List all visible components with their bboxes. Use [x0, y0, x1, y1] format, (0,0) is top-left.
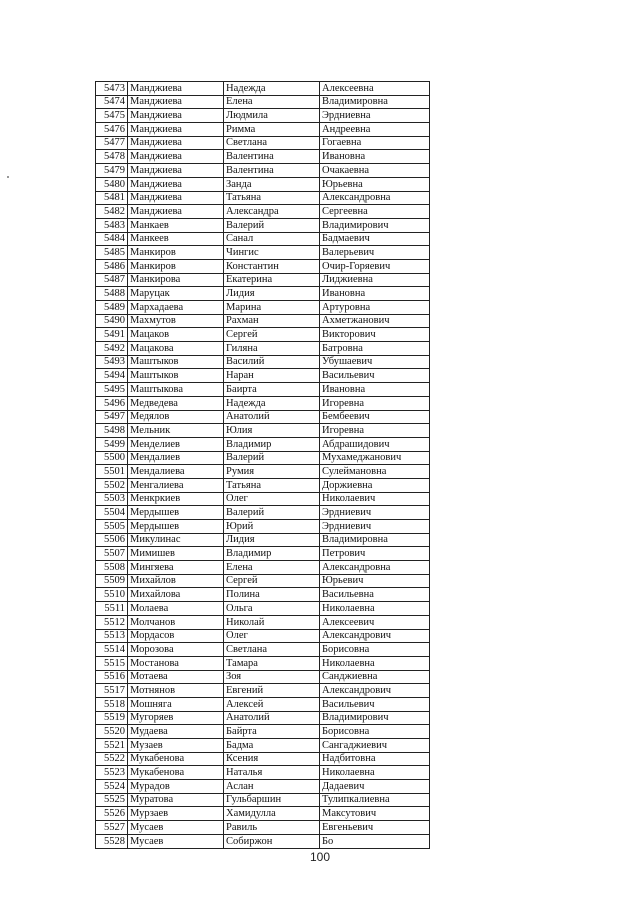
patronymic-cell: Петрович: [320, 547, 430, 561]
scan-speck: [7, 176, 9, 178]
first-name-cell: Чингис: [224, 246, 320, 260]
row-number-cell: 5528: [96, 834, 128, 848]
table-row: [96, 396, 430, 410]
surname-cell: Мендалиева: [128, 465, 224, 479]
first-name-cell: Лидия: [224, 533, 320, 547]
table-row: [96, 109, 430, 123]
row-number-cell: 5496: [96, 396, 128, 410]
table-row: [96, 492, 430, 506]
table-row: [96, 711, 430, 725]
table-row: [96, 656, 430, 670]
row-number-cell: 5490: [96, 314, 128, 328]
table-row: [96, 259, 430, 273]
register-table: [95, 81, 430, 849]
surname-cell: Маруцак: [128, 287, 224, 301]
surname-cell: Манджиева: [128, 150, 224, 164]
table-row: [96, 752, 430, 766]
row-number-cell: 5509: [96, 574, 128, 588]
table-row: [96, 191, 430, 205]
table-row: [96, 246, 430, 260]
row-number-cell: 5505: [96, 520, 128, 534]
patronymic-cell: Николаевна: [320, 602, 430, 616]
surname-cell: Мордасов: [128, 629, 224, 643]
first-name-cell: Василий: [224, 355, 320, 369]
table-row: [96, 834, 430, 848]
row-number-cell: 5475: [96, 109, 128, 123]
surname-cell: Михайлов: [128, 574, 224, 588]
first-name-cell: Валерий: [224, 506, 320, 520]
row-number-cell: 5473: [96, 82, 128, 96]
first-name-cell: Надежда: [224, 82, 320, 96]
patronymic-cell: Гогаевна: [320, 136, 430, 150]
first-name-cell: Хамидулла: [224, 807, 320, 821]
patronymic-cell: Викторович: [320, 328, 430, 342]
surname-cell: Мурзаев: [128, 807, 224, 821]
table-row: [96, 383, 430, 397]
first-name-cell: Светлана: [224, 643, 320, 657]
first-name-cell: Елена: [224, 95, 320, 109]
patronymic-cell: Валерьевич: [320, 246, 430, 260]
first-name-cell: Александра: [224, 205, 320, 219]
first-name-cell: Рахман: [224, 314, 320, 328]
surname-cell: Молчанов: [128, 615, 224, 629]
surname-cell: Мингяева: [128, 561, 224, 575]
surname-cell: Мердышев: [128, 506, 224, 520]
surname-cell: Менкркиев: [128, 492, 224, 506]
surname-cell: Мельник: [128, 424, 224, 438]
patronymic-cell: Владимировна: [320, 95, 430, 109]
table-row: [96, 588, 430, 602]
row-number-cell: 5494: [96, 369, 128, 383]
row-number-cell: 5498: [96, 424, 128, 438]
surname-cell: Манкиров: [128, 259, 224, 273]
surname-cell: Молаева: [128, 602, 224, 616]
surname-cell: Манджиева: [128, 205, 224, 219]
first-name-cell: Полина: [224, 588, 320, 602]
surname-cell: Микулинас: [128, 533, 224, 547]
row-number-cell: 5491: [96, 328, 128, 342]
surname-cell: Мостанова: [128, 656, 224, 670]
patronymic-cell: Борисовна: [320, 725, 430, 739]
surname-cell: Манджиева: [128, 109, 224, 123]
row-number-cell: 5518: [96, 697, 128, 711]
surname-cell: Манджиева: [128, 177, 224, 191]
table-row: [96, 205, 430, 219]
first-name-cell: Гульбаршин: [224, 793, 320, 807]
patronymic-cell: Бадмаевич: [320, 232, 430, 246]
first-name-cell: Владимир: [224, 547, 320, 561]
patronymic-cell: Эрдниевич: [320, 520, 430, 534]
patronymic-cell: Абдрашидович: [320, 437, 430, 451]
patronymic-cell: Ивановна: [320, 383, 430, 397]
first-name-cell: Румия: [224, 465, 320, 479]
row-number-cell: 5501: [96, 465, 128, 479]
table-row: [96, 561, 430, 575]
patronymic-cell: Артуровна: [320, 301, 430, 315]
row-number-cell: 5527: [96, 821, 128, 835]
surname-cell: Михайлова: [128, 588, 224, 602]
table-row: [96, 123, 430, 137]
patronymic-cell: Борисовна: [320, 643, 430, 657]
table-row: [96, 136, 430, 150]
first-name-cell: Ольга: [224, 602, 320, 616]
table-row: [96, 478, 430, 492]
table-row: [96, 697, 430, 711]
surname-cell: Манджиева: [128, 191, 224, 205]
surname-cell: Муратова: [128, 793, 224, 807]
row-number-cell: 5477: [96, 136, 128, 150]
row-number-cell: 5499: [96, 437, 128, 451]
surname-cell: Мурадов: [128, 780, 224, 794]
patronymic-cell: Николаевна: [320, 656, 430, 670]
first-name-cell: Лидия: [224, 287, 320, 301]
table-row: [96, 95, 430, 109]
row-number-cell: 5487: [96, 273, 128, 287]
surname-cell: Мудаева: [128, 725, 224, 739]
table-row: [96, 410, 430, 424]
row-number-cell: 5485: [96, 246, 128, 260]
patronymic-cell: Эрдниевна: [320, 109, 430, 123]
first-name-cell: Наран: [224, 369, 320, 383]
patronymic-cell: Надбитовна: [320, 752, 430, 766]
row-number-cell: 5495: [96, 383, 128, 397]
surname-cell: Мархадаева: [128, 301, 224, 315]
surname-cell: Маштыков: [128, 355, 224, 369]
first-name-cell: Олег: [224, 492, 320, 506]
patronymic-cell: Васильевна: [320, 588, 430, 602]
table-row: [96, 82, 430, 96]
register-table-body: [96, 82, 430, 849]
surname-cell: Мердышев: [128, 520, 224, 534]
row-number-cell: 5503: [96, 492, 128, 506]
row-number-cell: 5481: [96, 191, 128, 205]
first-name-cell: Валентина: [224, 164, 320, 178]
patronymic-cell: Ахметжанович: [320, 314, 430, 328]
first-name-cell: Анатолий: [224, 410, 320, 424]
row-number-cell: 5507: [96, 547, 128, 561]
table-row: [96, 821, 430, 835]
patronymic-cell: Александровна: [320, 561, 430, 575]
surname-cell: Мендалиев: [128, 451, 224, 465]
first-name-cell: Баирта: [224, 383, 320, 397]
row-number-cell: 5480: [96, 177, 128, 191]
patronymic-cell: Бембеевич: [320, 410, 430, 424]
first-name-cell: Сергей: [224, 328, 320, 342]
patronymic-cell: Андреевна: [320, 123, 430, 137]
first-name-cell: Тамара: [224, 656, 320, 670]
table-row: [96, 670, 430, 684]
first-name-cell: Зоя: [224, 670, 320, 684]
table-row: [96, 328, 430, 342]
patronymic-cell: Мухамеджанович: [320, 451, 430, 465]
surname-cell: Мимишев: [128, 547, 224, 561]
table-row: [96, 793, 430, 807]
patronymic-cell: Алексеевич: [320, 615, 430, 629]
surname-cell: Мусаев: [128, 834, 224, 848]
row-number-cell: 5479: [96, 164, 128, 178]
table-row: [96, 547, 430, 561]
surname-cell: Манкаев: [128, 218, 224, 232]
row-number-cell: 5484: [96, 232, 128, 246]
patronymic-cell: Владимирович: [320, 218, 430, 232]
first-name-cell: Елена: [224, 561, 320, 575]
first-name-cell: Юлия: [224, 424, 320, 438]
first-name-cell: Бадма: [224, 739, 320, 753]
table-row: [96, 533, 430, 547]
row-number-cell: 5504: [96, 506, 128, 520]
surname-cell: Мотнянов: [128, 684, 224, 698]
patronymic-cell: Батровна: [320, 342, 430, 356]
table-row: [96, 164, 430, 178]
register-table-container: [95, 81, 430, 849]
patronymic-cell: Санджиевна: [320, 670, 430, 684]
surname-cell: Мошняга: [128, 697, 224, 711]
surname-cell: Маштыкова: [128, 383, 224, 397]
table-row: [96, 520, 430, 534]
row-number-cell: 5492: [96, 342, 128, 356]
first-name-cell: Байрта: [224, 725, 320, 739]
row-number-cell: 5483: [96, 218, 128, 232]
patronymic-cell: Эрдниевич: [320, 506, 430, 520]
row-number-cell: 5510: [96, 588, 128, 602]
row-number-cell: 5521: [96, 739, 128, 753]
first-name-cell: Олег: [224, 629, 320, 643]
first-name-cell: Собиржон: [224, 834, 320, 848]
row-number-cell: 5515: [96, 656, 128, 670]
table-row: [96, 766, 430, 780]
first-name-cell: Алексей: [224, 697, 320, 711]
table-row: [96, 424, 430, 438]
row-number-cell: 5508: [96, 561, 128, 575]
surname-cell: Манджиева: [128, 95, 224, 109]
first-name-cell: Людмила: [224, 109, 320, 123]
patronymic-cell: Максутович: [320, 807, 430, 821]
first-name-cell: Татьяна: [224, 478, 320, 492]
table-row: [96, 273, 430, 287]
row-number-cell: 5476: [96, 123, 128, 137]
table-row: [96, 739, 430, 753]
table-row: [96, 232, 430, 246]
first-name-cell: Юрий: [224, 520, 320, 534]
row-number-cell: 5488: [96, 287, 128, 301]
surname-cell: Мотаева: [128, 670, 224, 684]
surname-cell: Мацакова: [128, 342, 224, 356]
surname-cell: Морозова: [128, 643, 224, 657]
patronymic-cell: Игоревна: [320, 396, 430, 410]
table-row: [96, 506, 430, 520]
table-row: [96, 314, 430, 328]
first-name-cell: Ксения: [224, 752, 320, 766]
surname-cell: Манкиров: [128, 246, 224, 260]
patronymic-cell: Юрьевна: [320, 177, 430, 191]
patronymic-cell: Владимировна: [320, 533, 430, 547]
patronymic-cell: Бо: [320, 834, 430, 848]
patronymic-cell: Сулеймановна: [320, 465, 430, 479]
table-row: [96, 725, 430, 739]
surname-cell: Манкирова: [128, 273, 224, 287]
table-row: [96, 301, 430, 315]
patronymic-cell: Дадаевич: [320, 780, 430, 794]
patronymic-cell: Очакаевна: [320, 164, 430, 178]
patronymic-cell: Александрович: [320, 629, 430, 643]
patronymic-cell: Васильевич: [320, 697, 430, 711]
surname-cell: Медялов: [128, 410, 224, 424]
row-number-cell: 5482: [96, 205, 128, 219]
table-row: [96, 355, 430, 369]
surname-cell: Манджиева: [128, 82, 224, 96]
patronymic-cell: Николаевна: [320, 766, 430, 780]
surname-cell: Мукабенова: [128, 766, 224, 780]
table-row: [96, 780, 430, 794]
surname-cell: Маштыков: [128, 369, 224, 383]
first-name-cell: Анатолий: [224, 711, 320, 725]
table-row: [96, 451, 430, 465]
table-row: [96, 574, 430, 588]
patronymic-cell: Николаевич: [320, 492, 430, 506]
first-name-cell: Марина: [224, 301, 320, 315]
table-row: [96, 218, 430, 232]
table-row: [96, 177, 430, 191]
table-row: [96, 287, 430, 301]
row-number-cell: 5526: [96, 807, 128, 821]
patronymic-cell: Ивановна: [320, 287, 430, 301]
patronymic-cell: Евгеньевич: [320, 821, 430, 835]
table-row: [96, 602, 430, 616]
first-name-cell: Аслан: [224, 780, 320, 794]
table-row: [96, 807, 430, 821]
patronymic-cell: Игоревна: [320, 424, 430, 438]
surname-cell: Махмутов: [128, 314, 224, 328]
first-name-cell: Валерий: [224, 218, 320, 232]
patronymic-cell: Алексеевна: [320, 82, 430, 96]
row-number-cell: 5502: [96, 478, 128, 492]
patronymic-cell: Сангаджиевич: [320, 739, 430, 753]
first-name-cell: Санал: [224, 232, 320, 246]
table-row: [96, 615, 430, 629]
row-number-cell: 5497: [96, 410, 128, 424]
table-row: [96, 150, 430, 164]
table-row: [96, 684, 430, 698]
patronymic-cell: Тулипкалиевна: [320, 793, 430, 807]
first-name-cell: Равиль: [224, 821, 320, 835]
row-number-cell: 5523: [96, 766, 128, 780]
patronymic-cell: Лиджиевна: [320, 273, 430, 287]
surname-cell: Мацаков: [128, 328, 224, 342]
surname-cell: Менгалиева: [128, 478, 224, 492]
surname-cell: Манкеев: [128, 232, 224, 246]
surname-cell: Менделиев: [128, 437, 224, 451]
patronymic-cell: Александровна: [320, 191, 430, 205]
surname-cell: Манджиева: [128, 123, 224, 137]
first-name-cell: Надежда: [224, 396, 320, 410]
patronymic-cell: Владимирович: [320, 711, 430, 725]
patronymic-cell: Юрьевич: [320, 574, 430, 588]
table-row: [96, 465, 430, 479]
patronymic-cell: Очир-Горяевич: [320, 259, 430, 273]
row-number-cell: 5478: [96, 150, 128, 164]
patronymic-cell: Убушаевич: [320, 355, 430, 369]
first-name-cell: Евгений: [224, 684, 320, 698]
row-number-cell: 5489: [96, 301, 128, 315]
row-number-cell: 5520: [96, 725, 128, 739]
surname-cell: Медведева: [128, 396, 224, 410]
first-name-cell: Светлана: [224, 136, 320, 150]
first-name-cell: Николай: [224, 615, 320, 629]
row-number-cell: 5486: [96, 259, 128, 273]
surname-cell: Манджиева: [128, 136, 224, 150]
row-number-cell: 5500: [96, 451, 128, 465]
row-number-cell: 5516: [96, 670, 128, 684]
first-name-cell: Константин: [224, 259, 320, 273]
first-name-cell: Владимир: [224, 437, 320, 451]
patronymic-cell: Ивановна: [320, 150, 430, 164]
first-name-cell: Гиляна: [224, 342, 320, 356]
table-row: [96, 643, 430, 657]
row-number-cell: 5525: [96, 793, 128, 807]
surname-cell: Мугоряев: [128, 711, 224, 725]
first-name-cell: Татьяна: [224, 191, 320, 205]
table-row: [96, 437, 430, 451]
patronymic-cell: Доржиевна: [320, 478, 430, 492]
first-name-cell: Занда: [224, 177, 320, 191]
table-row: [96, 342, 430, 356]
row-number-cell: 5474: [96, 95, 128, 109]
page-number: 100: [309, 850, 331, 864]
surname-cell: Манджиева: [128, 164, 224, 178]
first-name-cell: Валерий: [224, 451, 320, 465]
row-number-cell: 5513: [96, 629, 128, 643]
surname-cell: Мусаев: [128, 821, 224, 835]
patronymic-cell: Васильевич: [320, 369, 430, 383]
row-number-cell: 5519: [96, 711, 128, 725]
first-name-cell: Сергей: [224, 574, 320, 588]
row-number-cell: 5524: [96, 780, 128, 794]
row-number-cell: 5506: [96, 533, 128, 547]
first-name-cell: Наталья: [224, 766, 320, 780]
surname-cell: Мукабенова: [128, 752, 224, 766]
first-name-cell: Валентина: [224, 150, 320, 164]
table-row: [96, 369, 430, 383]
row-number-cell: 5514: [96, 643, 128, 657]
table-row: [96, 629, 430, 643]
patronymic-cell: Сергеевна: [320, 205, 430, 219]
first-name-cell: Екатерина: [224, 273, 320, 287]
row-number-cell: 5493: [96, 355, 128, 369]
row-number-cell: 5522: [96, 752, 128, 766]
row-number-cell: 5511: [96, 602, 128, 616]
row-number-cell: 5512: [96, 615, 128, 629]
row-number-cell: 5517: [96, 684, 128, 698]
patronymic-cell: Александрович: [320, 684, 430, 698]
surname-cell: Музаев: [128, 739, 224, 753]
first-name-cell: Римма: [224, 123, 320, 137]
